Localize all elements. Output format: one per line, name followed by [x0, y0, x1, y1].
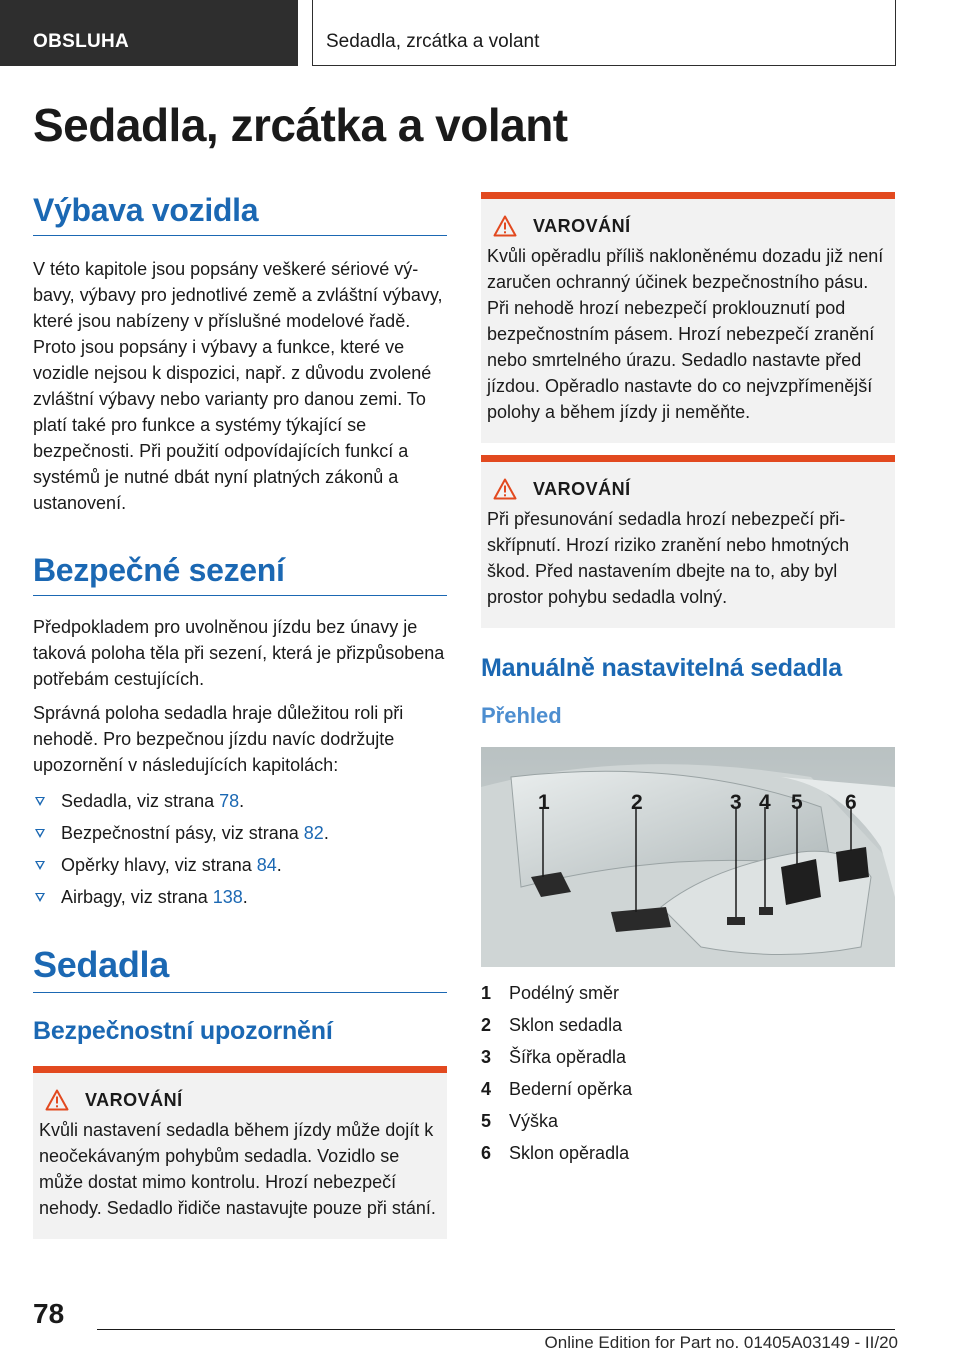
- safe-seating-text-1: Předpokladem pro uvolněnou jízdu bez únavy je taková poloha těla při sezení, která je přizpůsobena potřebám cestujících.: [33, 617, 445, 689]
- left-column: [33, 192, 447, 1239]
- figure-legend: [481, 977, 895, 1169]
- page-title: Sedadla, zrcátka a volant: [33, 99, 568, 151]
- warning-triangle-icon: [493, 478, 517, 500]
- edition-note: Online Edition for Part no. 01405A03149 - II/20: [544, 1333, 898, 1352]
- warning-header: [493, 478, 887, 500]
- seat-illustration: [481, 747, 895, 967]
- figure-label: 1: [538, 791, 550, 814]
- triangle-bullet-icon: [35, 861, 45, 870]
- page-link[interactable]: 138: [212, 887, 243, 907]
- footer-divider: [97, 1329, 895, 1330]
- warning-box: [481, 455, 895, 628]
- triangle-bullet-icon: [35, 797, 45, 806]
- section-tab: OBSLUHA: [0, 0, 298, 66]
- legend-item: 5 Výška: [481, 1111, 559, 1131]
- page-link[interactable]: 82: [303, 823, 324, 843]
- figure-label: 3: [730, 791, 742, 814]
- figure-label: 4: [759, 791, 771, 814]
- warning-text: Kvůli opěradlu příliš nakloněnému dozadu již není zaručen ochranný účinek bezpečnostního pásu. Při nehodě hrozí nebezpečí proklouznutí pod bezpečnostním pásem. Hrozí nebezpečí zranění nebo smrtelného úrazu. Sedadlo nastavte před jízdou. Opěradlo nastavte do co nejvzpřímenější polohy a během jízdy ji neměňte.: [487, 246, 884, 422]
- warning-text: Při přesunování sedadla hrozí nebezpečí přiskřípnutí. Hrozí riziko zranění nebo hmotných škod. Před nastavením dbejte na to, aby byl prostor pohybu sedadla volný.: [487, 509, 850, 607]
- heading-overview: Přehled: [481, 703, 562, 728]
- list-item: Opěrky hlavy, viz strana 84.: [33, 852, 447, 878]
- warning-triangle-icon: [45, 1089, 69, 1111]
- chapter-tab: Sedadla, zrcátka a volant: [312, 0, 896, 66]
- seat-controls-figure: [481, 747, 895, 967]
- warning-title: VAROVÁNÍ: [85, 1089, 183, 1110]
- list-item: Sedadla, viz strana 78.: [33, 788, 447, 814]
- warning-triangle-icon: [493, 215, 517, 237]
- warning-box: [33, 1066, 447, 1239]
- safe-seating-text-2: Správná poloha sedadla hraje důležitou roli při nehodě. Pro bezpečnou jízdu navíc dodržujte upozornění v následujících kapitolách:: [33, 703, 404, 775]
- heading-safe-seating: Bezpečné sezení: [33, 552, 447, 596]
- equipment-text: V této kapitole jsou popsány veškeré sériové výbavy, výbavy pro jednotlivé země a zvláštní výbavy, které jsou nabízeny v příslušné modelové řadě. Proto jsou popsány i výbavy a funkce, které ve vozidle nejsou k dispozici, např. z důvodu zvolené zvláštní výbavy nebo varianty pro danou zemi. To platí také pro funkce a systémy týkající se bezpečnosti. Při použití odpovídajících funkcí a systémů je nutné dbát nyní platných zákonů a ustanovení.: [33, 259, 443, 513]
- heading-manual-seats: Manuálně nastavitelná sedadla: [481, 654, 842, 682]
- legend-item: 2 Sklon sedadla: [481, 1015, 623, 1035]
- warning-title: VAROVÁNÍ: [533, 215, 631, 236]
- page-link[interactable]: 78: [219, 791, 240, 811]
- figure-label: 2: [631, 791, 643, 814]
- legend-item: 4 Bederní opěrka: [481, 1079, 633, 1099]
- heading-equipment: Výbava vozidla: [33, 192, 447, 236]
- heading-seats: Sedadla: [33, 944, 447, 993]
- warning-text: Kvůli nastavení sedadla během jízdy může dojít k neočekávaným pohybům sedadla. Vozidlo se může dostat mimo kontrolu. Hrozí nebezpečí nehody. Sedadlo řidiče nastavujte pouze při stání.: [39, 1120, 436, 1218]
- triangle-bullet-icon: [35, 829, 45, 838]
- page-link[interactable]: 84: [256, 855, 277, 875]
- heading-safety-notes: Bezpečnostní upozornění: [33, 1017, 333, 1045]
- warning-title: VAROVÁNÍ: [533, 478, 631, 499]
- right-column: [481, 192, 895, 1169]
- page-number: 78: [33, 1298, 65, 1329]
- legend-item: 1 Podélný směr: [481, 983, 620, 1003]
- list-item: Bezpečnostní pásy, viz strana 82.: [33, 820, 447, 846]
- warning-box: [481, 192, 895, 443]
- reference-list: [33, 788, 447, 910]
- triangle-bullet-icon: [35, 893, 45, 902]
- page-header: [0, 0, 960, 66]
- warning-header: [45, 1089, 439, 1111]
- legend-item: 3 Šířka opěradla: [481, 1047, 627, 1067]
- warning-header: [493, 215, 887, 237]
- figure-label: 5: [791, 791, 803, 814]
- figure-label: 6: [845, 791, 857, 814]
- legend-item: 6 Sklon opěradla: [481, 1143, 630, 1163]
- list-item: Airbagy, viz strana 138.: [33, 884, 447, 910]
